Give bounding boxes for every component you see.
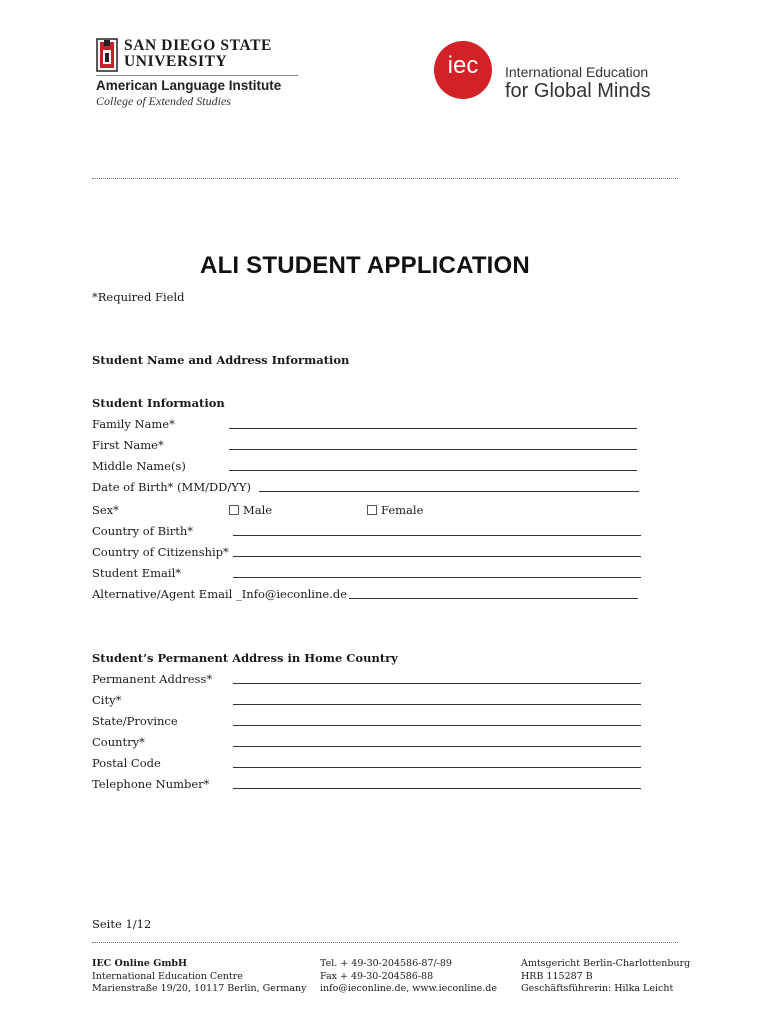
permanent-address-field[interactable]	[233, 683, 641, 684]
postal-code-label: Postal Code	[92, 756, 161, 770]
header-divider	[92, 178, 678, 179]
sdsu-seal-icon	[96, 38, 118, 72]
male-label: Male	[243, 503, 273, 517]
footer-fax: Fax + 49-30-204586-88	[320, 970, 434, 982]
country-birth-label: Country of Birth*	[92, 524, 194, 538]
sex-label: Sex*	[92, 503, 119, 517]
female-option[interactable]	[367, 503, 423, 517]
country-birth-field[interactable]	[233, 535, 641, 536]
first-name-label: First Name*	[92, 438, 164, 452]
alt-email-label: Alternative/Agent Email	[92, 587, 233, 601]
postal-code-field[interactable]	[233, 767, 641, 768]
family-name-field[interactable]	[229, 428, 637, 429]
telephone-label: Telephone Number*	[92, 777, 210, 791]
footer-company-address: Marienstraße 19/20, 10117 Berlin, Germany	[92, 983, 307, 994]
sdsu-divider	[96, 75, 298, 76]
alt-email-field[interactable]	[349, 598, 638, 599]
ali-name: American Language Institute	[96, 78, 282, 93]
city-field[interactable]	[233, 704, 641, 705]
sdsu-logo-text: SAN DIEGO STATE UNIVERSITY	[124, 37, 272, 70]
student-info-heading: Student Information	[92, 396, 225, 410]
alt-email-value: _Info@ieconline.de	[236, 587, 348, 601]
page-number: Seite 1/12	[92, 917, 152, 931]
footer-registry	[521, 958, 690, 996]
footer-company-centre: International Education Centre	[92, 970, 243, 982]
middle-name-label: Middle Name(s)	[92, 459, 186, 473]
address-heading: Student’s Permanent Address in Home Country	[92, 651, 398, 665]
iec-logo-mark: iec	[447, 52, 479, 79]
country-citizenship-label: Country of Citizenship*	[92, 545, 229, 559]
state-field[interactable]	[233, 725, 641, 726]
country-field[interactable]	[233, 746, 641, 747]
country-label: Country*	[92, 735, 145, 749]
student-email-label: Student Email*	[92, 566, 182, 580]
middle-name-field[interactable]	[229, 470, 637, 471]
iec-tagline-1: International Education	[505, 64, 649, 80]
female-label: Female	[381, 503, 424, 517]
footer-company	[92, 958, 307, 996]
city-label: City*	[92, 693, 122, 707]
footer-divider	[92, 942, 678, 943]
female-checkbox[interactable]	[367, 505, 377, 515]
male-checkbox[interactable]	[229, 505, 239, 515]
permanent-address-label: Permanent Address*	[92, 672, 213, 686]
page-title: ALI STUDENT APPLICATION	[200, 252, 530, 279]
state-label: State/Province	[92, 714, 178, 728]
footer-hrb: HRB 115287 B	[521, 970, 593, 982]
footer-court: Amtsgericht Berlin-Charlottenburg	[521, 958, 691, 969]
footer-director: Geschäftsführerin: Hilka Leicht	[521, 983, 674, 994]
iec-tagline-2: for Global Minds	[505, 80, 651, 102]
ali-subtitle: College of Extended Studies	[96, 94, 231, 108]
student-email-field[interactable]	[233, 577, 641, 578]
first-name-field[interactable]	[229, 449, 637, 450]
footer-email-web: info@ieconline.de, www.ieconline.de	[320, 983, 497, 994]
family-name-label: Family Name*	[92, 417, 175, 431]
male-option[interactable]	[229, 503, 272, 517]
telephone-field[interactable]	[233, 788, 641, 789]
dob-field[interactable]	[259, 491, 639, 492]
dob-label: Date of Birth* (MM/DD/YY)	[92, 480, 251, 494]
footer-company-name: IEC Online GmbH	[92, 958, 187, 969]
country-citizenship-field[interactable]	[233, 556, 641, 557]
required-note: *Required Field	[92, 290, 185, 304]
section-heading: Student Name and Address Information	[92, 353, 350, 367]
footer-tel: Tel. + 49-30-204586-87/-89	[320, 958, 452, 969]
footer-contact	[320, 958, 497, 996]
